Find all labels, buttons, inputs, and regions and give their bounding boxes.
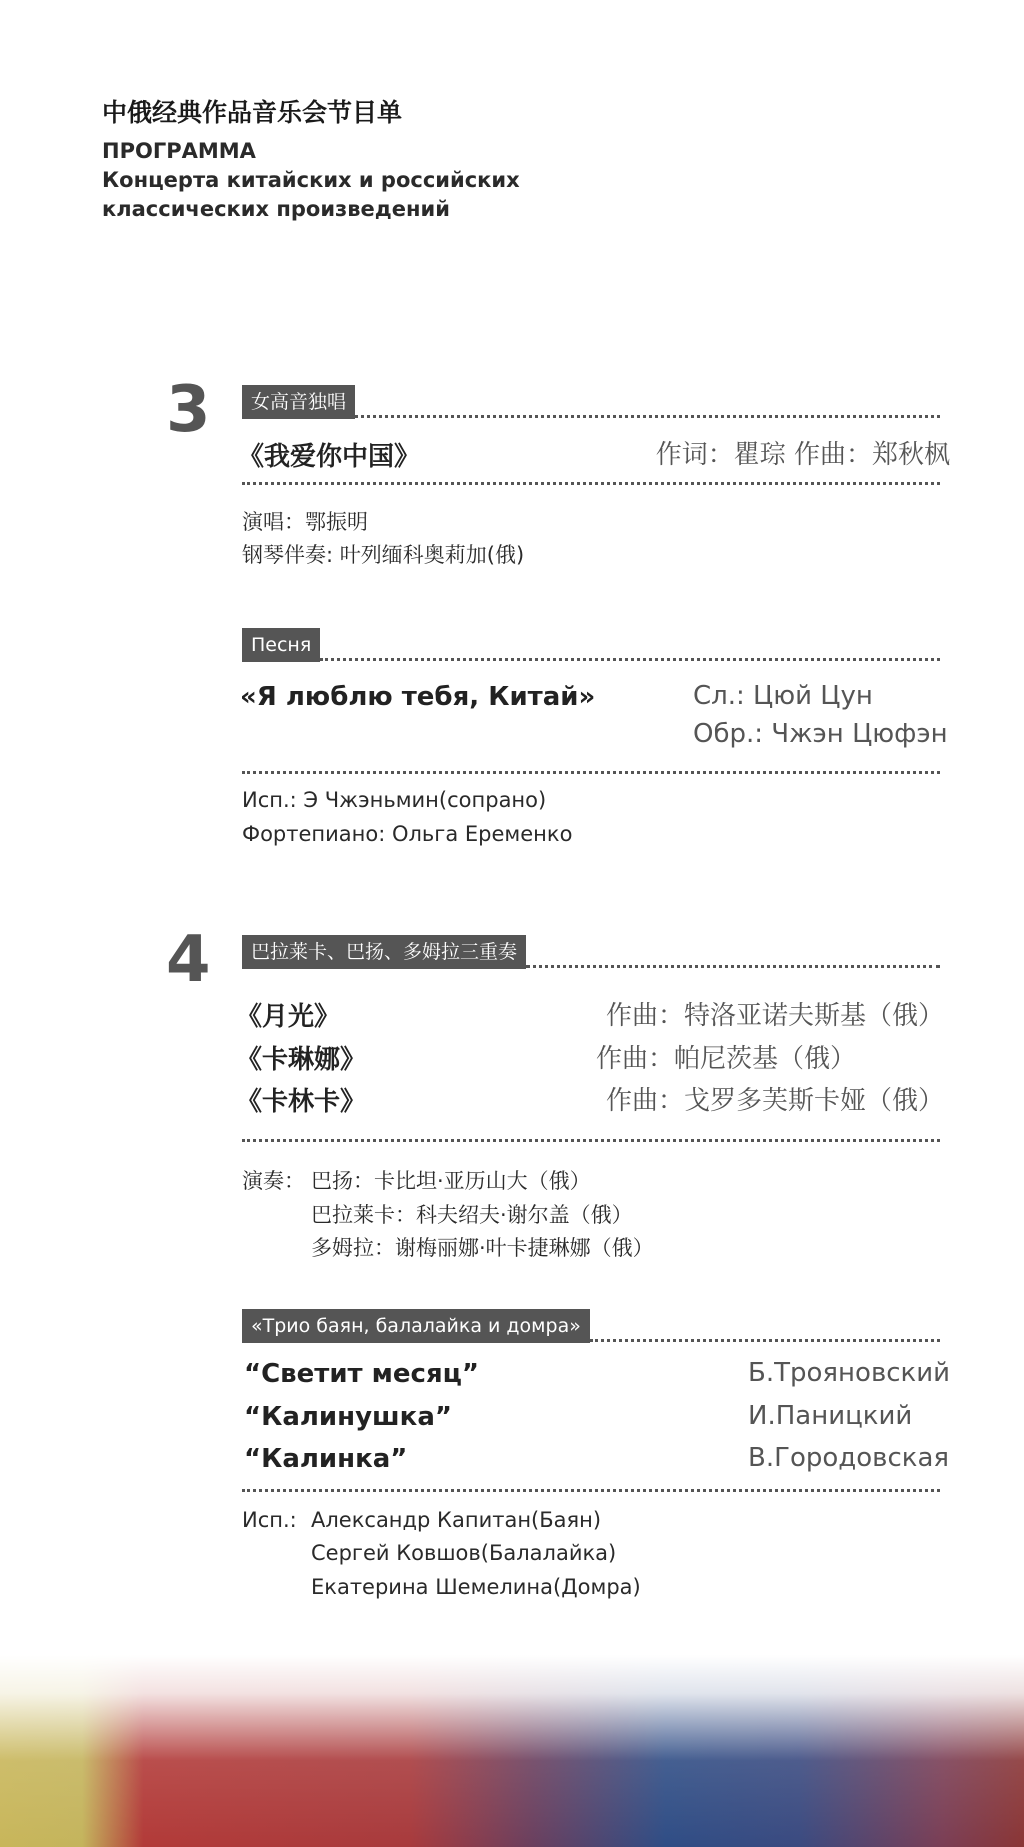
section4-ru-work-title: “Калинушка” <box>244 1402 452 1432</box>
section3-cn-credit: 作词：瞿琮 作曲：郑秋枫 <box>655 440 950 470</box>
section3-cn-work-title: 《我爱你中国》 <box>238 442 421 472</box>
section-number-3: 3 <box>166 373 211 447</box>
section4-cn-work-title: 《月光》 <box>236 1002 341 1032</box>
dotted-divider <box>590 1339 940 1342</box>
section-number-4: 4 <box>166 923 211 997</box>
section4-ru-work-credit: Б.Трояновский <box>748 1358 951 1388</box>
dotted-divider <box>526 965 940 968</box>
section3-ru-credit-arrangement: Обр.: Чжэн Цюфэн <box>693 719 948 749</box>
dotted-divider <box>320 658 940 661</box>
program-header <box>102 98 520 224</box>
program-title-russian-line-2: Концерта китайских и российских <box>102 168 520 192</box>
section4-cn-work-credit: 作曲：帕尼茨基（俄） <box>596 1044 857 1074</box>
section4-ru-performer: Александр Капитан(Баян) <box>311 1508 602 1532</box>
section4-ru-work-credit: И.Паницкий <box>748 1401 913 1431</box>
program-title-russian-line-1: ПРОГРАММА <box>102 139 256 163</box>
section3-ru-performer-2: Фортепиано: Ольга Еременко <box>242 822 573 846</box>
section4-ru-work-title: “Калинка” <box>244 1444 408 1474</box>
section3-ru-work-title: «Я люблю тебя, Китай» <box>240 682 596 712</box>
dotted-divider <box>242 1489 940 1492</box>
section4-cn-performer: 巴扬：卡比坦·亚历山大（俄） <box>311 1169 591 1193</box>
section3-cn-tag: 女高音独唱 <box>242 385 355 419</box>
section3-ru-performer-1: Исп.: Э Чжэньмин(сопрано) <box>242 788 547 812</box>
section4-ru-work-title: “Светит месяц” <box>244 1359 480 1389</box>
section4-ru-performers-label: Исп.: <box>242 1508 297 1532</box>
program-title-chinese: 中俄经典作品音乐会节目单 <box>102 98 403 127</box>
section4-cn-performers-label: 演奏： <box>242 1169 305 1193</box>
section4-ru-performer: Сергей Ковшов(Балалайка) <box>311 1541 617 1565</box>
section4-ru-work-credit: В.Городовская <box>748 1443 950 1473</box>
dotted-divider <box>355 415 940 418</box>
section4-cn-tag-row <box>242 935 940 969</box>
dotted-divider <box>242 771 940 774</box>
section3-cn-performer-2: 钢琴伴奏: 叶列缅科奥莉加(俄) <box>242 543 525 567</box>
section4-cn-work-credit: 作曲：特洛亚诺夫斯基（俄） <box>605 1001 944 1031</box>
section4-cn-work-title: 《卡琳娜》 <box>236 1045 367 1075</box>
dotted-divider <box>242 1139 940 1142</box>
section3-cn-tag-row <box>242 385 940 419</box>
section4-cn-performer: 多姆拉：谢梅丽娜·叶卡捷琳娜（俄） <box>311 1236 654 1260</box>
section3-ru-credit-lyrics: Сл.: Цюй Цун <box>693 681 873 711</box>
section4-cn-work-title: 《卡林卡》 <box>236 1087 367 1117</box>
section4-ru-tag: «Трио баян, балалайка и домра» <box>242 1309 590 1343</box>
section4-cn-work-credit: 作曲：戈罗多芙斯卡娅（俄） <box>605 1086 944 1116</box>
section4-cn-tag: 巴拉莱卡、巴扬、多姆拉三重奏 <box>242 935 526 969</box>
section4-ru-performer: Екатерина Шемелина(Домра) <box>311 1575 641 1599</box>
section3-ru-tag-row <box>242 628 940 662</box>
dotted-divider <box>242 482 940 485</box>
section4-ru-tag-row <box>242 1309 940 1343</box>
section3-cn-performer-1: 演唱：鄂振明 <box>242 510 368 534</box>
section3-ru-tag: Песня <box>242 628 320 662</box>
program-title-russian-line-3: классических произведений <box>102 197 450 221</box>
decorative-color-band-fade <box>0 1655 1024 1847</box>
section4-cn-performer: 巴拉莱卡：科夫绍夫·谢尔盖（俄） <box>311 1203 633 1227</box>
